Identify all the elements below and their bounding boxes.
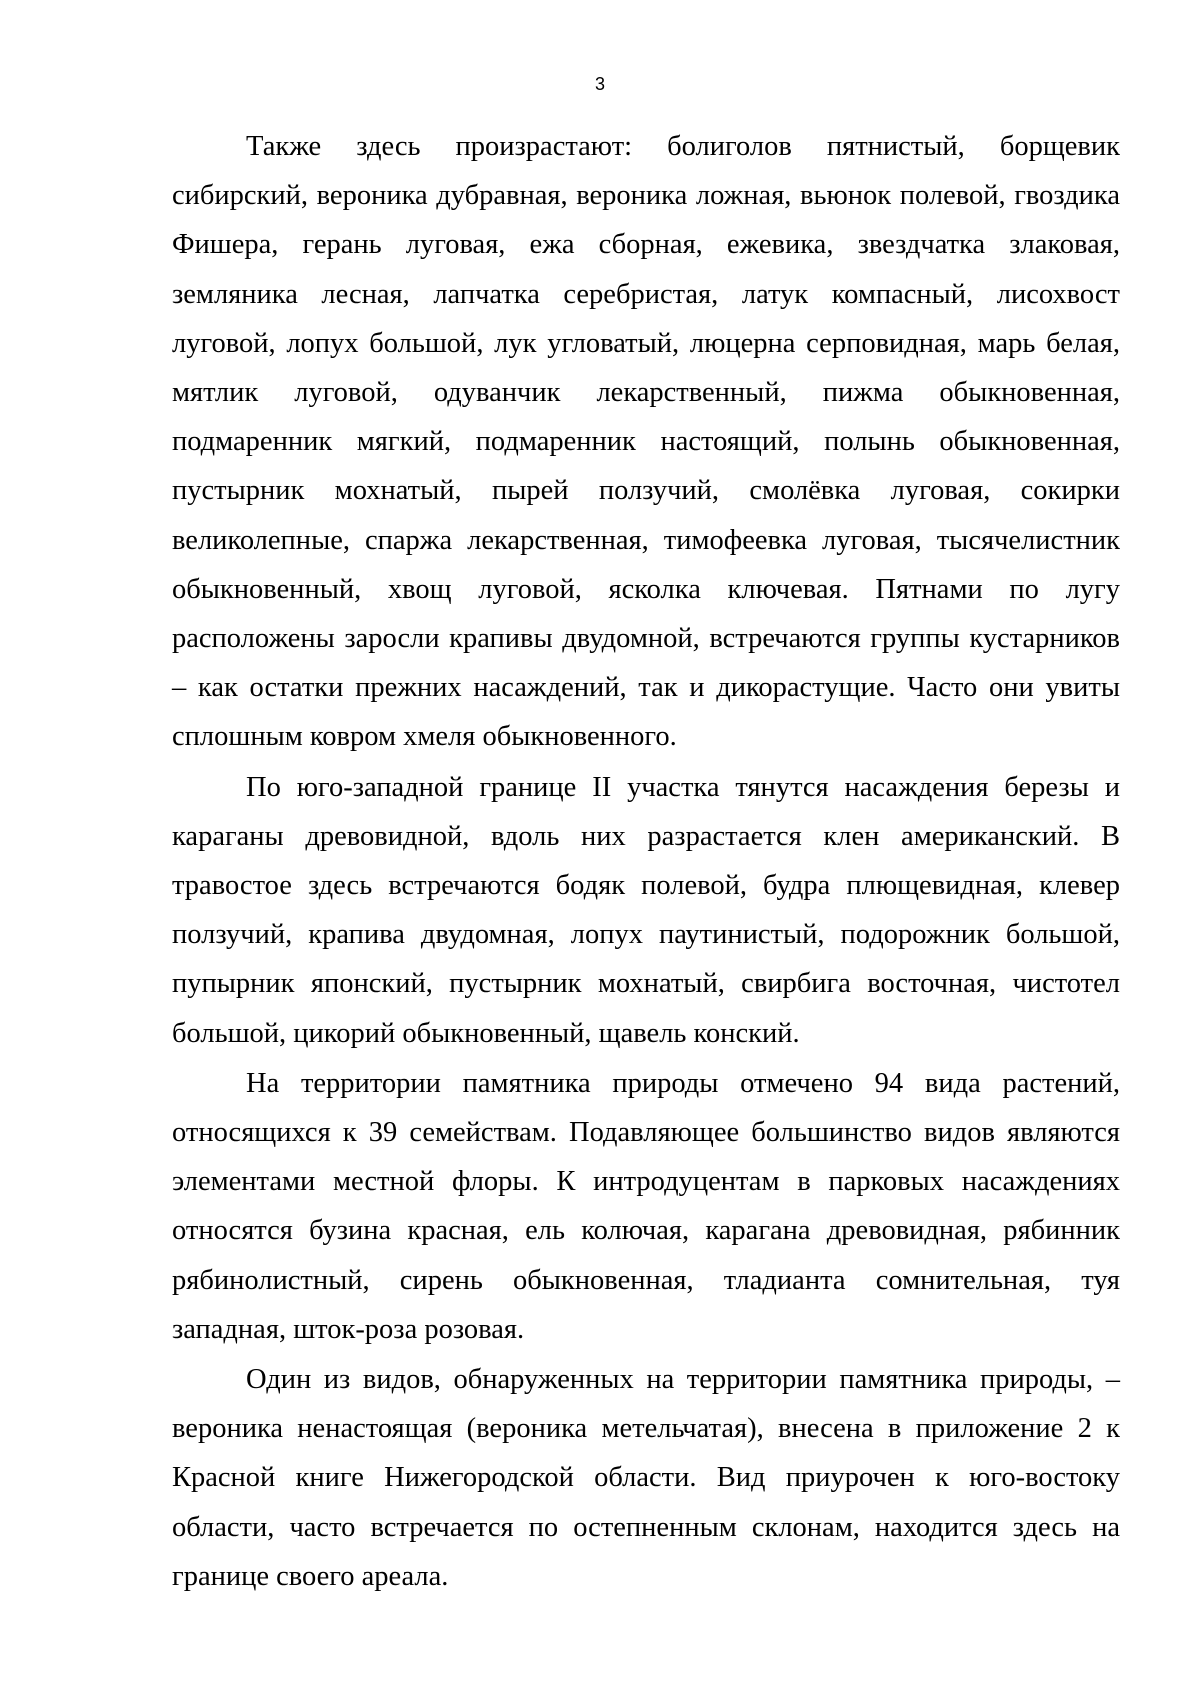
page-number: 3 (594, 74, 605, 94)
paragraph-species-count: На территории памятника природы отмечено 94 вида растений, относящихся к 39 семействам. Подавляющее большинство видов являются элементами местной флоры. К интродуцентам в парковых насаждениях относятся бузина красная, ель колючая, карагана древовидная, рябинник рябинолистный, сирень обыкновенная, тладианта сомнительная, туя западная, шток-роза розовая. (172, 1067, 1120, 1345)
paragraph-southwest-border: По юго-западной границе II участка тянутся насаждения березы и караганы древовидной, вдоль них разрастается клен американский. В травостое здесь встречаются бодяк полевой, будра плющевидная, клевер ползучий, крапива двудомная, лопух паутинистый, подорожник большой, пупырник японский, пустырник мохнатый, свирбига восточная, чистотел большой, цикорий обыкновенный, щавель конский. (172, 771, 1120, 1049)
document-body (172, 122, 1120, 1602)
paragraph-flora-list: Также здесь произрастают: болиголов пятнистый, борщевик сибирский, вероника дубравная, вероника ложная, вьюнок полевой, гвоздика Фишера, герань луговая, ежа сборная, ежевика, звездчатка злаковая, земляника лесная, лапчатка серебристая, латук компасный, лисохвост луговой, лопух большой, лук угловатый, люцерна серповидная, марь белая, мятлик луговой, одуванчик лекарственный, пижма обыкновенная, подмаренник мягкий, подмаренник настоящий, полынь обыкновенная, пустырник мохнатый, пырей ползучий, смолёвка луговая, сокирки великолепные, спаржа лекарственная, тимофеевка луговая, тысячелистник обыкновенный, хвощ луговой, ясколка ключевая. Пятнами по лугу расположены заросли крапивы двудомной, встречаются группы кустарников – как остатки прежних насаждений, так и дикорастущие. Часто они увиты сплошным ковром хмеля обыкновенного. (172, 131, 1120, 753)
paragraph-red-book-species: Один из видов, обнаруженных на территории памятника природы, – вероника ненастоящая (вероника метельчатая), внесена в приложение 2 к Красной книге Нижегородской области. Вид приурочен к юго-востоку области, часто встречается по остепненным склонам, находится здесь на границе своего ареала. (172, 1364, 1120, 1592)
